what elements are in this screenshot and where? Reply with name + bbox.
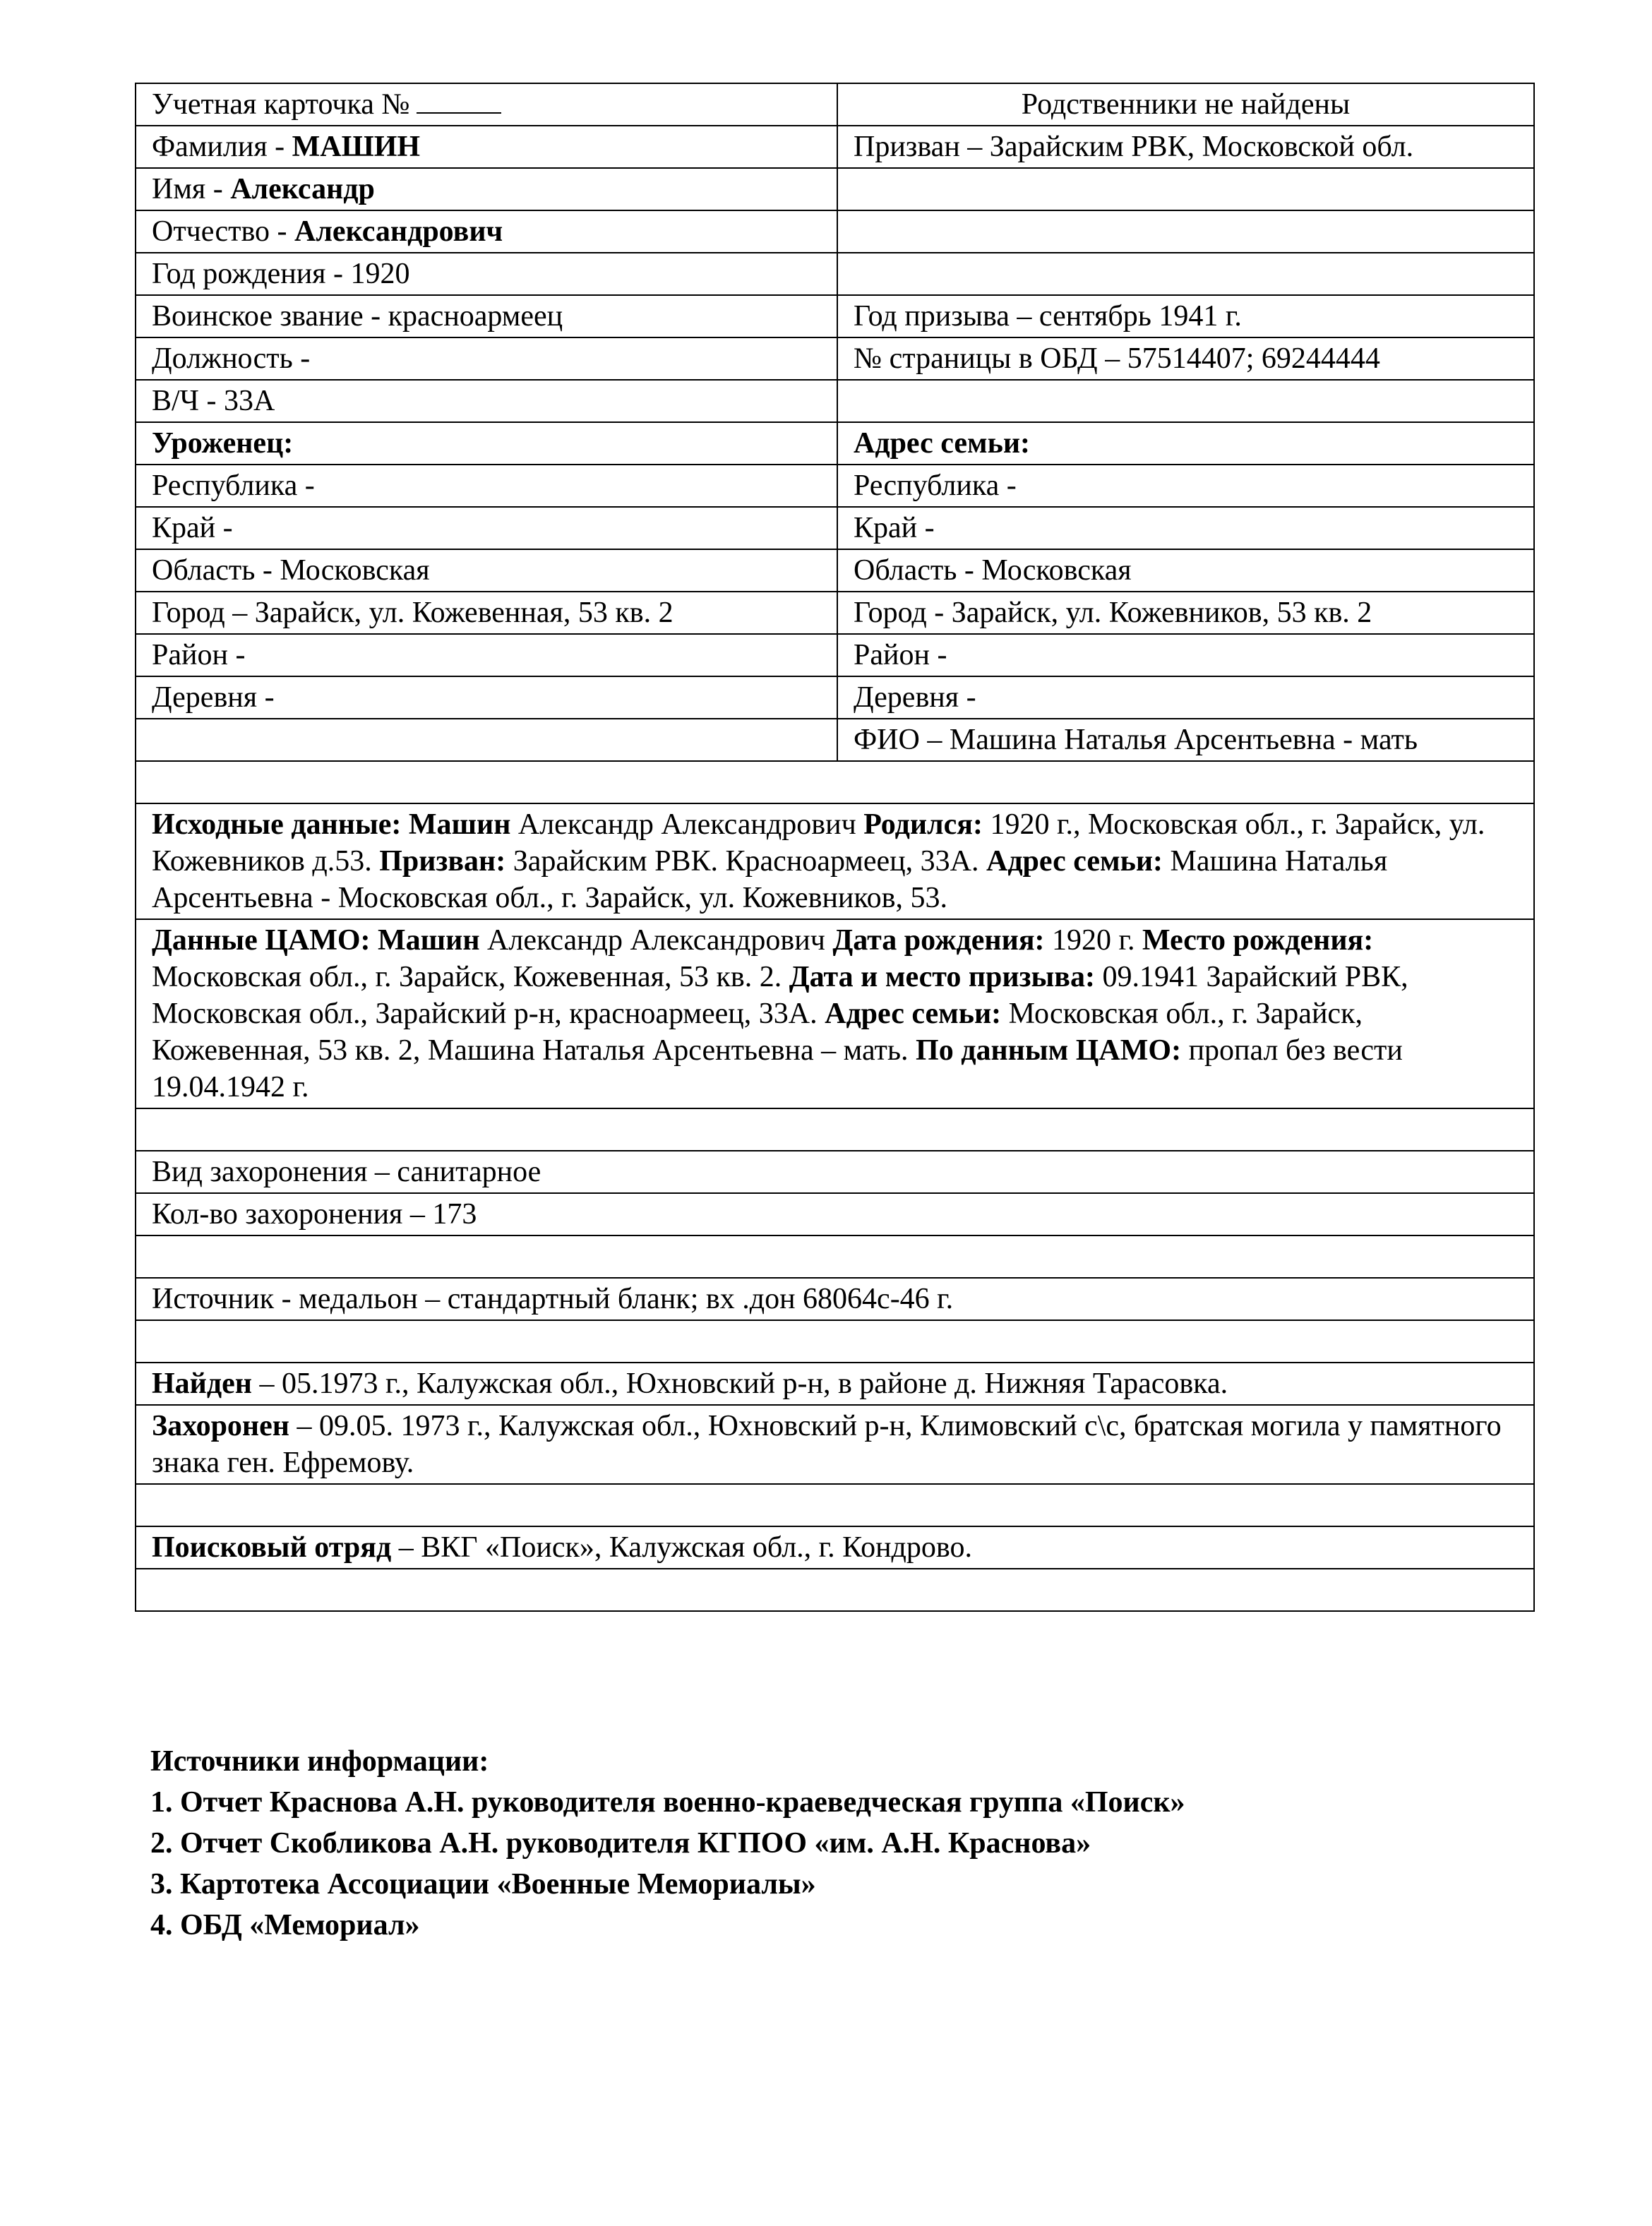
obd-pages: № страницы в ОБД – 57514407; 69244444 bbox=[837, 337, 1534, 380]
conscripted-by: Призван – Зарайским РВК, Московской обл. bbox=[837, 126, 1534, 168]
sources-title: Источники информации: bbox=[150, 1745, 489, 1778]
conscripted-text: Зарайским РВК. Красноармеец, 33А. bbox=[505, 845, 986, 878]
burial-type: Вид захоронения – санитарное bbox=[136, 1151, 1534, 1193]
surname-value: МАШИН bbox=[292, 131, 421, 163]
birth-date-label: Дата рождения: bbox=[832, 924, 1045, 957]
conscripted-label: Призван: bbox=[379, 845, 506, 878]
found-text: – 05.1973 г., Калужская обл., Юхновский р-н, в районе д. Нижняя Тарасовка. bbox=[251, 1368, 1228, 1400]
tsamo-name: Александр Александрович bbox=[479, 924, 833, 957]
born-label: Родился: bbox=[863, 808, 983, 841]
born-text: 1920 г., Московская обл., г. Зарайск, ул. Кожевников д.53. bbox=[152, 808, 1485, 878]
source-row bbox=[136, 1278, 1534, 1320]
family-city: Город - Зарайск, ул. Кожевников, 53 кв. 2 bbox=[837, 592, 1534, 634]
burial-count: Кол-во захоронения – 173 bbox=[136, 1193, 1534, 1235]
card-header-row bbox=[136, 83, 1534, 126]
spacer-row bbox=[136, 761, 1534, 803]
source-item: 3. Картотека Ассоциации «Военные Мемориалы» bbox=[150, 1868, 816, 1901]
name-label: Имя - bbox=[152, 173, 231, 205]
spacer-row bbox=[136, 1235, 1534, 1278]
family-oblast: Область - Московская bbox=[837, 549, 1534, 592]
family-village: Деревня - bbox=[837, 676, 1534, 719]
empty-cell bbox=[136, 1569, 1534, 1611]
spacer-row bbox=[136, 1484, 1534, 1526]
birth-date-text: 1920 г. bbox=[1044, 924, 1143, 957]
name-row bbox=[136, 168, 1534, 210]
found-info bbox=[136, 1363, 1534, 1405]
family-address-heading: Адрес семьи: bbox=[837, 422, 1534, 465]
found-label: Найден bbox=[152, 1368, 252, 1400]
family-krai: Край - bbox=[837, 507, 1534, 549]
empty-cell bbox=[136, 719, 837, 761]
name-value: Александр bbox=[230, 173, 375, 205]
tsamo-label: Данные ЦАМО: bbox=[152, 924, 371, 957]
found-row bbox=[136, 1363, 1534, 1405]
family-name-row bbox=[136, 719, 1534, 761]
empty-cell bbox=[837, 168, 1534, 210]
native-heading: Уроженец: bbox=[136, 422, 837, 465]
draft-date-place-text: 09.1941 Зарайский РВК, Московская обл., Зарайский р-н, красноармеец, 33А. bbox=[152, 961, 1408, 1030]
empty-cell bbox=[136, 1484, 1534, 1526]
native-oblast: Область - Московская bbox=[136, 549, 837, 592]
position: Должность - bbox=[136, 337, 837, 380]
empty-cell bbox=[837, 253, 1534, 295]
spacer-row bbox=[136, 1569, 1534, 1611]
birth-year: Год рождения - 1920 bbox=[136, 253, 837, 295]
empty-cell bbox=[136, 761, 1534, 803]
oblast-row bbox=[136, 549, 1534, 592]
spacer-row bbox=[136, 1320, 1534, 1363]
buried-text: – 09.05. 1973 г., Калужская обл., Юхновский р-н, Климовский с\с, братская могила у памятного знака ген. Ефремову. bbox=[152, 1410, 1502, 1479]
spacer-row bbox=[136, 1108, 1534, 1151]
empty-cell bbox=[837, 380, 1534, 422]
empty-cell bbox=[136, 1235, 1534, 1278]
republic-row bbox=[136, 465, 1534, 507]
military-unit: В/Ч - 33А bbox=[136, 380, 837, 422]
rank-row bbox=[136, 295, 1534, 337]
tsamo-status-label: По данным ЦАМО: bbox=[916, 1034, 1182, 1067]
buried-row bbox=[136, 1405, 1534, 1484]
card-number-label: Учетная карточка № bbox=[152, 88, 410, 121]
tsamo-status-text: пропал без вести 19.04.1942 г. bbox=[152, 1034, 1403, 1103]
krai-row bbox=[136, 507, 1534, 549]
native-krai: Край - bbox=[136, 507, 837, 549]
patronymic-label: Отчество - bbox=[152, 215, 295, 248]
information-sources bbox=[150, 1741, 1492, 1946]
text-space bbox=[371, 924, 378, 957]
card-number-blank bbox=[417, 87, 501, 114]
search-team-text: – ВКГ «Поиск», Калужская обл., г. Кондрово. bbox=[391, 1531, 972, 1564]
family-fio: ФИО – Машина Наталья Арсентьевна - мать bbox=[837, 719, 1534, 761]
military-rank: Воинское звание - красноармеец bbox=[136, 295, 837, 337]
surname-row bbox=[136, 126, 1534, 168]
initial-name: Александр Александрович bbox=[510, 808, 864, 841]
burial-count-row bbox=[136, 1193, 1534, 1235]
tsamo-data bbox=[136, 919, 1534, 1108]
source-item: 4. ОБД «Мемориал» bbox=[150, 1909, 420, 1941]
burial-type-row bbox=[136, 1151, 1534, 1193]
patronymic-value: Александрович bbox=[294, 215, 503, 248]
surname-label: Фамилия - bbox=[152, 131, 292, 163]
family-address-label: Адрес семьи: bbox=[986, 845, 1163, 878]
birth-place-label: Место рождения: bbox=[1142, 924, 1374, 957]
buried-label: Захоронен bbox=[152, 1410, 289, 1442]
birth-place-text: Московская обл., г. Зарайск, Кожевенная, 53 кв. 2. bbox=[152, 961, 789, 993]
unit-row bbox=[136, 380, 1534, 422]
source-item: 2. Отчет Скобликова А.Н. руководителя КГПОО «им. А.Н. Краснова» bbox=[150, 1827, 1091, 1860]
search-team-row bbox=[136, 1526, 1534, 1569]
draft-date-place-label: Дата и место призыва: bbox=[789, 961, 1095, 993]
surname-cell bbox=[136, 126, 837, 168]
patronymic-row bbox=[136, 210, 1534, 253]
family-district: Район - bbox=[837, 634, 1534, 676]
tsamo-family-text: Московская обл., г. Зарайск, Кожевенная, 53 кв. 2, Машина Наталья Арсентьевна – мать. bbox=[152, 998, 1363, 1067]
empty-cell bbox=[136, 1108, 1534, 1151]
position-row bbox=[136, 337, 1534, 380]
initial-data-label: Исходные данные: bbox=[152, 808, 402, 841]
draft-year: Год призыва – сентябрь 1941 г. bbox=[837, 295, 1534, 337]
origin-heading-row bbox=[136, 422, 1534, 465]
patronymic-cell bbox=[136, 210, 837, 253]
record-card-table bbox=[135, 83, 1535, 1612]
text-space bbox=[401, 808, 409, 841]
empty-cell bbox=[136, 1320, 1534, 1363]
native-district: Район - bbox=[136, 634, 837, 676]
search-team-label: Поисковый отряд bbox=[152, 1531, 392, 1564]
search-team-info bbox=[136, 1526, 1534, 1569]
tsamo-surname: Машин bbox=[378, 924, 480, 957]
native-village: Деревня - bbox=[136, 676, 837, 719]
village-row bbox=[136, 676, 1534, 719]
city-row bbox=[136, 592, 1534, 634]
empty-cell bbox=[837, 210, 1534, 253]
family-republic: Республика - bbox=[837, 465, 1534, 507]
card-number-cell bbox=[136, 83, 837, 126]
source-item: 1. Отчет Краснова А.Н. руководителя военно-краеведческая группа «Поиск» bbox=[150, 1786, 1185, 1819]
medallion-source: Источник - медальон – стандартный бланк; вх .дон 68064с-46 г. bbox=[136, 1278, 1534, 1320]
district-row bbox=[136, 634, 1534, 676]
tsamo-family-label: Адрес семьи: bbox=[825, 998, 1002, 1030]
native-city: Город – Зарайск, ул. Кожевенная, 53 кв. 2 bbox=[136, 592, 837, 634]
birth-year-row bbox=[136, 253, 1534, 295]
name-cell bbox=[136, 168, 837, 210]
initial-data-row bbox=[136, 803, 1534, 919]
buried-info bbox=[136, 1405, 1534, 1484]
relatives-status: Родственники не найдены bbox=[837, 83, 1534, 126]
initial-data bbox=[136, 803, 1534, 919]
family-address-text: Машина Наталья Арсентьевна - Московская обл., г. Зарайск, ул. Кожевников, 53. bbox=[152, 845, 1388, 914]
native-republic: Республика - bbox=[136, 465, 837, 507]
initial-surname: Машин bbox=[408, 808, 511, 841]
tsamo-data-row bbox=[136, 919, 1534, 1108]
